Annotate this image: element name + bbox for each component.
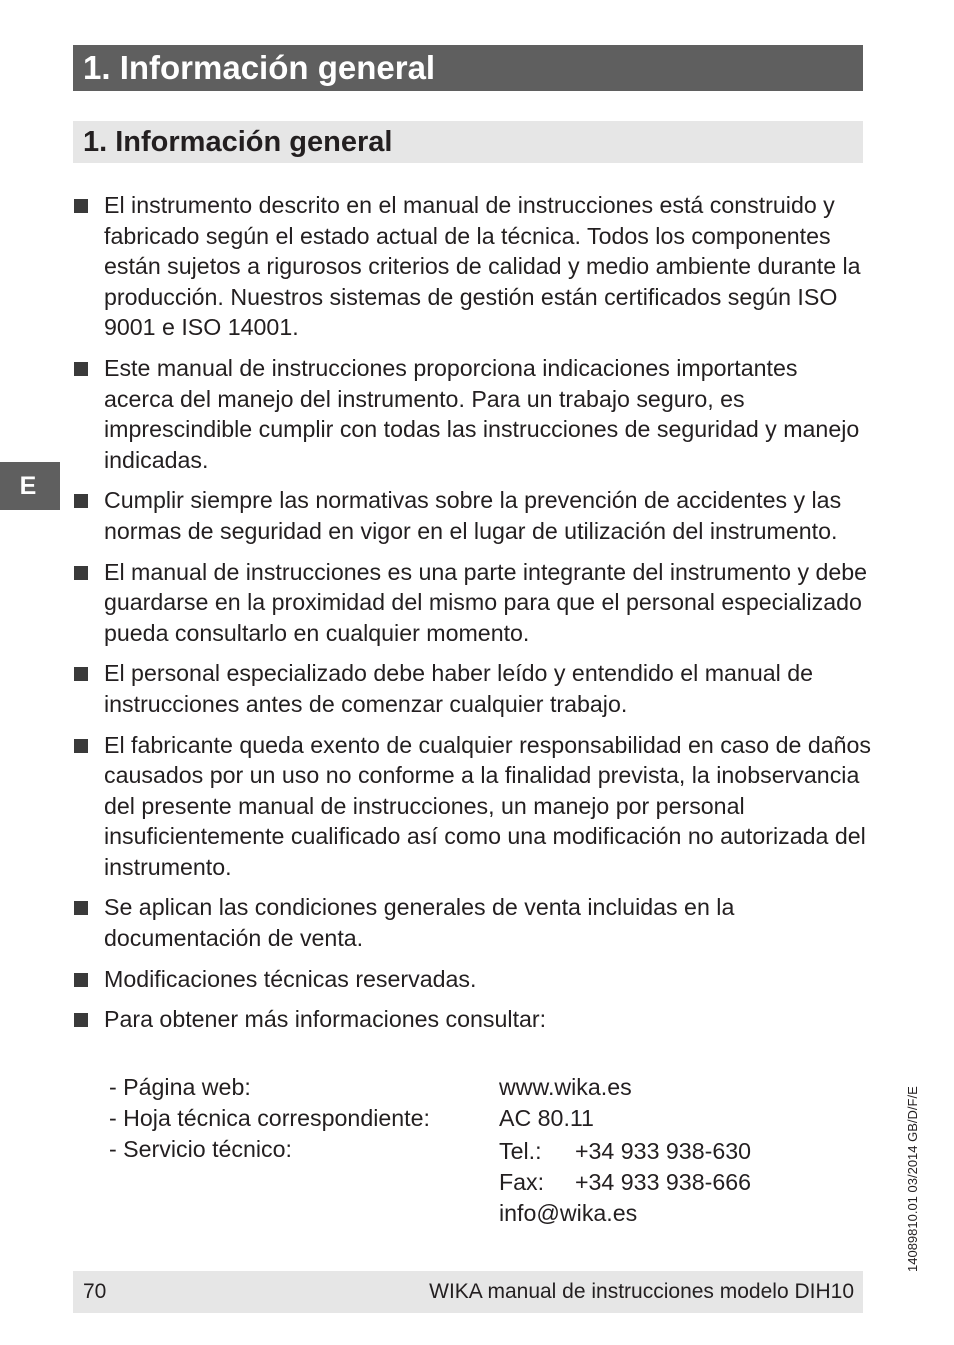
- info-bullet-list: [73, 190, 873, 1045]
- bullet-square-icon: [74, 362, 88, 376]
- fax-label: Fax:: [499, 1169, 545, 1195]
- list-item: [73, 658, 873, 719]
- contact-row-service: [73, 1134, 833, 1226]
- service-label: - Servicio técnico:: [109, 1136, 292, 1162]
- list-item-text: Este manual de instrucciones proporciona indicaciones importantes acerca del manejo del instrumento. Para un trabajo seguro, es imprescindible cumplir con todas las instrucciones de seguridad y manejo indicadas.: [104, 354, 860, 473]
- bullet-square-icon: [74, 494, 88, 508]
- list-item: [73, 353, 873, 475]
- document-code: 14089810.01 03/2014 GB/D/F/E: [905, 1086, 920, 1272]
- page-number: 70: [83, 1280, 107, 1303]
- list-item-text: Modificaciones técnicas reservadas.: [104, 965, 477, 992]
- language-tab: [0, 462, 60, 510]
- bullet-square-icon: [74, 739, 88, 753]
- web-value[interactable]: www.wika.es: [499, 1074, 632, 1100]
- fax-value: +34 933 938-666: [575, 1169, 752, 1195]
- list-item-text: Se aplican las condiciones generales de venta incluidas en la documentación de venta.: [104, 894, 735, 952]
- contact-row-datasheet: [73, 1103, 833, 1134]
- contact-row-web: [73, 1072, 833, 1103]
- list-item-text: El instrumento descrito en el manual de instrucciones está construido y fabricado según el estado actual de la técnica. Todos los componentes están sujetos a rigurosos criterios de calidad y medio ambiente durante la producción. Nuestros sistemas de gestión están certificados según ISO 9001 e ISO 14001.: [104, 192, 861, 341]
- bullet-square-icon: [74, 973, 88, 987]
- bullet-square-icon: [74, 566, 88, 580]
- bullet-square-icon: [74, 199, 88, 213]
- list-item: [73, 190, 873, 343]
- bullet-square-icon: [74, 667, 88, 681]
- list-item-text: Para obtener más informaciones consultar:: [104, 1006, 547, 1033]
- section-header: [73, 121, 863, 163]
- language-tab-label: E: [19, 472, 37, 500]
- list-item: [73, 730, 873, 883]
- bullet-square-icon: [74, 901, 88, 915]
- list-item: [73, 485, 873, 546]
- list-item-text: El personal especializado debe haber leído y entendido el manual de instrucciones antes de comenzar cualquier trabajo.: [104, 660, 814, 717]
- section-title: 1. Información general: [83, 126, 393, 158]
- chapter-header: [73, 45, 863, 91]
- tel-label: Tel.:: [499, 1138, 542, 1164]
- bullet-square-icon: [74, 1013, 88, 1027]
- footer-title: WIKA manual de instrucciones modelo DIH10: [429, 1280, 854, 1303]
- list-item-text: El manual de instrucciones es una parte integrante del instrumento y debe guardarse en la proximidad del mismo para que el personal especializado pueda consultarlo en cualquier momento.: [104, 558, 868, 646]
- list-item-text: El fabricante queda exento de cualquier responsabilidad en caso de daños causados por un uso no conforme a la finalidad prevista, la inobservancia del presente manual de instrucciones, un manejo por personal insuficientemente cualificado así como una modificación no autorizada del instrumento.: [104, 731, 872, 880]
- datasheet-label: - Hoja técnica correspondiente:: [109, 1105, 430, 1131]
- list-item: [73, 964, 873, 995]
- list-item: [73, 892, 873, 953]
- list-item: [73, 1004, 873, 1035]
- email-value[interactable]: info@wika.es: [499, 1200, 638, 1226]
- web-label: - Página web:: [109, 1074, 251, 1100]
- contact-info-table: [73, 1072, 833, 1226]
- chapter-title: 1. Información general: [83, 49, 436, 86]
- list-item-text: Cumplir siempre las normativas sobre la prevención de accidentes y las normas de seguridad en vigor en el lugar de utilización del instrumento.: [104, 487, 842, 544]
- list-item: [73, 557, 873, 649]
- datasheet-value: AC 80.11: [499, 1105, 594, 1131]
- tel-value: +34 933 938-630: [575, 1138, 752, 1164]
- page-footer: [73, 1271, 863, 1313]
